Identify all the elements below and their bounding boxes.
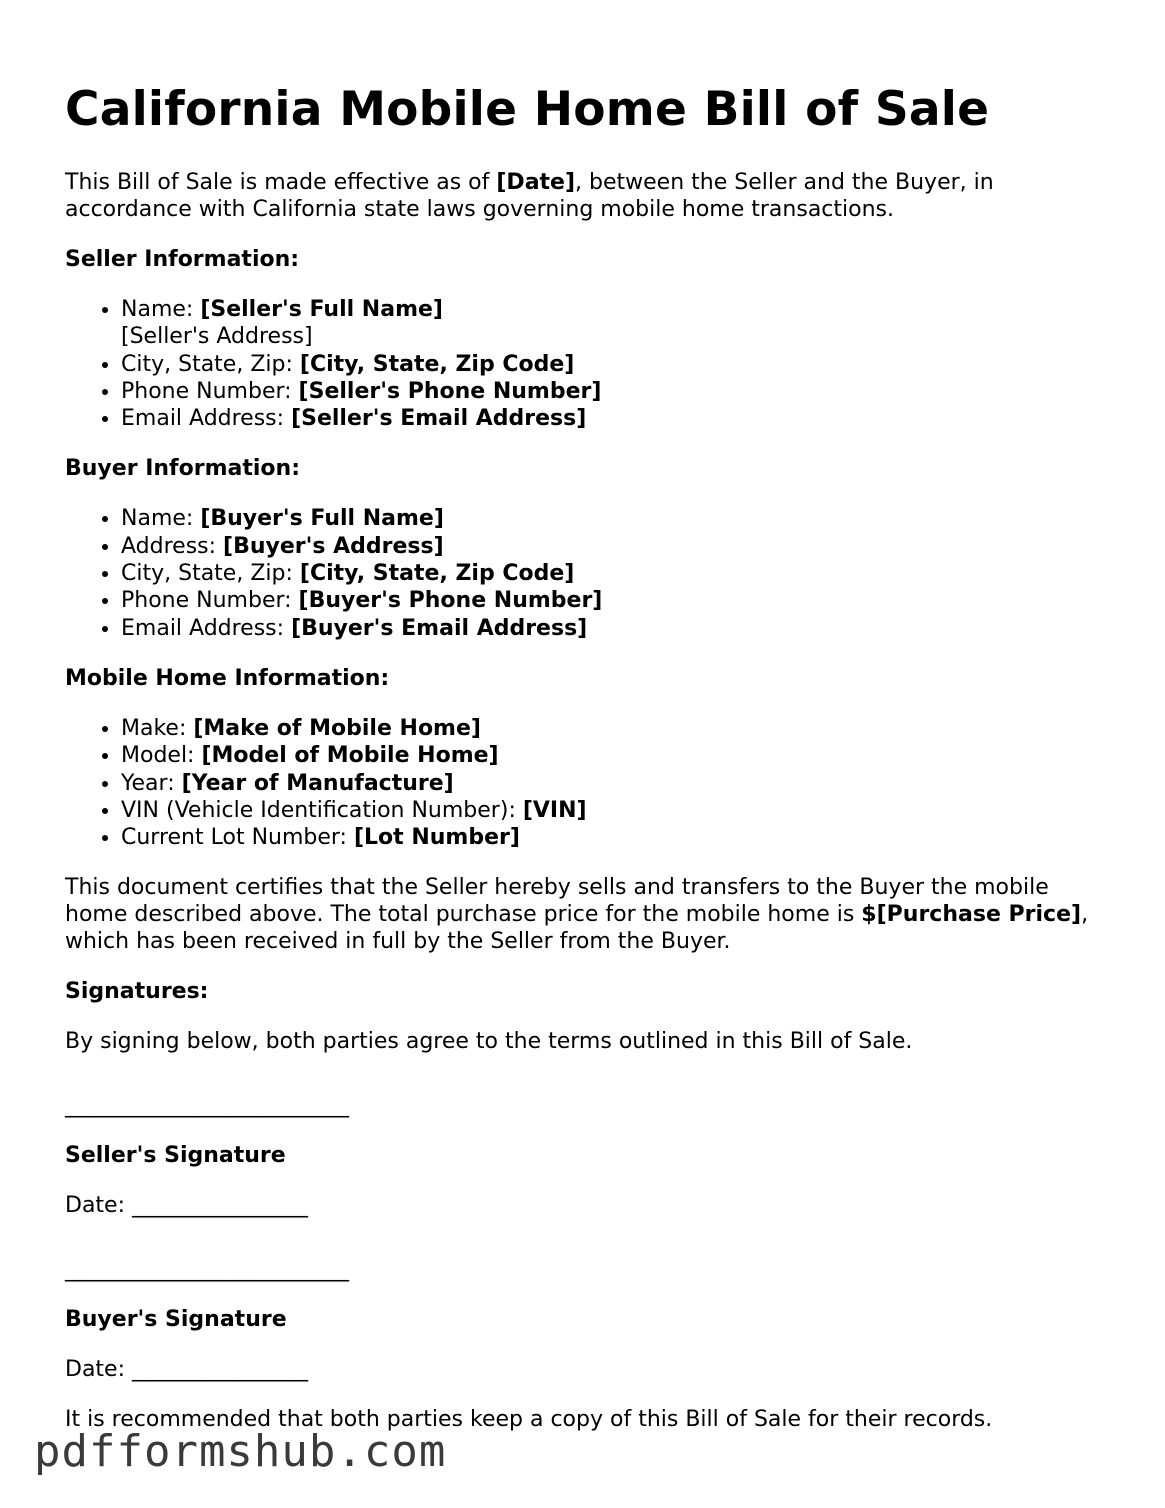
home-model-value: [Model of Mobile Home]: [201, 743, 499, 769]
home-section-heading: Mobile Home Information:: [65, 665, 390, 691]
home-vin-value: [VIN]: [522, 797, 587, 823]
document-page: [65, 80, 1115, 1456]
buyer-phone-item: • Phone Number: [Buyer's Phone Number]: [121, 587, 1115, 614]
home-year-item: • Year: [Year of Manufacture]: [121, 770, 1115, 797]
buyer-signature-line: ___________________________: [65, 1257, 349, 1283]
seller-name-value: [Seller's Full Name]: [200, 297, 443, 322]
seller-city-item: • City, State, Zip: [City, State, Zip Code]: [121, 351, 1115, 378]
buyer-email-item: • Email Address: [Buyer's Email Address]: [121, 615, 1115, 642]
home-model-item: • Model: [Model of Mobile Home]: [121, 742, 1115, 769]
home-make-item: • Make: [Make of Mobile Home]: [121, 715, 1115, 742]
seller-email-item: • Email Address: [Seller's Email Address]: [121, 405, 1115, 432]
signatures-heading: Signatures:: [65, 979, 209, 1005]
home-lot-value: [Lot Number]: [353, 825, 520, 851]
intro-paragraph: [65, 169, 1115, 223]
seller-info-list: [65, 296, 1115, 432]
seller-phone-value: [Seller's Phone Number]: [298, 378, 602, 404]
buyer-section-heading: Buyer Information:: [65, 456, 300, 482]
intro-date-placeholder: [Date]: [496, 170, 576, 195]
seller-signature-line: ___________________________: [65, 1093, 349, 1119]
seller-city-value: [City, State, Zip Code]: [299, 351, 575, 377]
seller-signature-label: Seller's Signature: [65, 1143, 286, 1169]
buyer-date-line: Date: ________________: [65, 1357, 308, 1383]
buyer-city-item: • City, State, Zip: [City, State, Zip Code]: [121, 560, 1115, 587]
home-year-value: [Year of Manufacture]: [181, 770, 454, 796]
intro-text-before: This Bill of Sale is made effective as of: [65, 170, 497, 195]
seller-name-item: • Name: [Seller's Full Name] [Seller's Address]: [121, 296, 1115, 351]
home-lot-item: • Current Lot Number: [Lot Number]: [121, 824, 1115, 851]
certification-paragraph: This document certifies that the Seller hereby sells and transfers to the Buyer the mobile home described above. The total purchase price for the mobile home is $[Purchase Price], which has been received in full by the Seller from the Buyer.: [65, 875, 1089, 955]
closing-paragraph: It is recommended that both parties keep a copy of this Bill of Sale for their records.: [65, 1407, 993, 1433]
buyer-info-list: [65, 505, 1115, 641]
watermark-text: pdfformshub.com: [34, 1426, 447, 1477]
buyer-address-value: [Buyer's Address]: [223, 533, 444, 559]
buyer-address-item: • Address: [Buyer's Address]: [121, 533, 1115, 560]
seller-address-value: [Seller's Address]: [121, 324, 313, 350]
seller-phone-item: • Phone Number: [Seller's Phone Number]: [121, 378, 1115, 405]
home-vin-item: • VIN (Vehicle Identification Number): [VIN]: [121, 797, 1115, 824]
seller-section-heading: Seller Information:: [65, 247, 300, 272]
buyer-signature-label: Buyer's Signature: [65, 1307, 287, 1333]
buyer-email-value: [Buyer's Email Address]: [291, 615, 588, 641]
buyer-name-item: • Name: [Buyer's Full Name]: [121, 505, 1115, 532]
buyer-name-value: [Buyer's Full Name]: [200, 506, 444, 532]
home-info-list: [65, 715, 1115, 851]
signatures-agreement-text: By signing below, both parties agree to the terms outlined in this Bill of Sale.: [65, 1029, 913, 1055]
purchase-price-placeholder: $[Purchase Price]: [861, 902, 1082, 928]
buyer-city-value: [City, State, Zip Code]: [299, 561, 575, 587]
home-make-value: [Make of Mobile Home]: [193, 715, 481, 741]
intro-text-after: , between the Seller and the Buyer, in accordance with California state laws governing mobile home transactions.: [65, 170, 994, 222]
seller-date-line: Date: ________________: [65, 1193, 308, 1219]
seller-email-value: [Seller's Email Address]: [291, 406, 587, 432]
buyer-phone-value: [Buyer's Phone Number]: [298, 588, 603, 614]
document-title: California Mobile Home Bill of Sale: [65, 82, 990, 137]
